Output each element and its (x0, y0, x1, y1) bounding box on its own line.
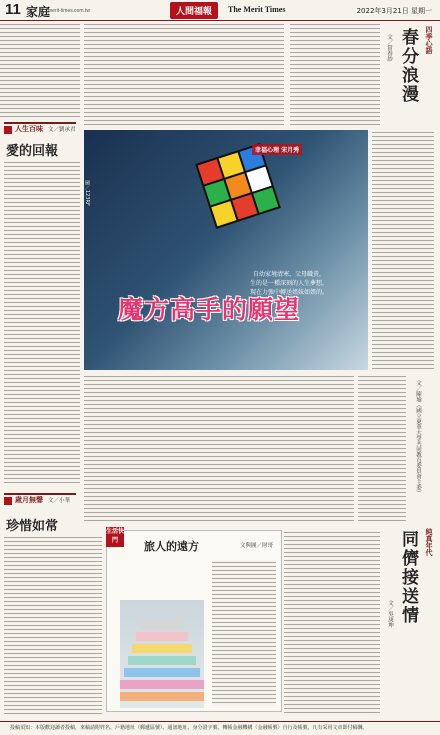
feature-photo (84, 130, 368, 370)
tag-square-icon (4, 126, 12, 134)
page-header (0, 0, 440, 21)
newspaper-logo: 人間福報 (170, 2, 218, 19)
caption-line: 生的是一種深刻的人生夢想， (249, 280, 328, 287)
article-text-block (84, 22, 284, 126)
feature-title: 魔方高手的願望 (118, 295, 301, 324)
article-title: 同儕接送情 (398, 530, 418, 625)
section-tag: 四季心語 (425, 26, 433, 54)
poem-body (212, 560, 276, 706)
article-text-block (0, 22, 80, 118)
section-name: 家庭 (26, 5, 51, 19)
page-number: 11 (5, 1, 21, 18)
article-title: 春分浪漫 (398, 28, 418, 104)
author-byline: 文／小華 (48, 498, 71, 504)
caption-line: 自幼家境清寒，父母職責， (252, 271, 325, 278)
website-url[interactable]: merit-times.com.tw (48, 8, 90, 14)
article-body (284, 530, 380, 715)
author-byline: 文／劉承君 (48, 127, 76, 133)
newspaper-logo-en: The Merit Times (228, 5, 286, 14)
author-byline: 文／吳庚坤 (387, 600, 393, 628)
article-body (372, 130, 434, 370)
photo-credit: 圖／123RF (84, 180, 90, 206)
article-body (4, 160, 80, 485)
article-body (358, 374, 406, 524)
section-tag (4, 122, 76, 138)
article-body (4, 535, 102, 715)
article-title: 愛的回報 (6, 144, 59, 159)
article-title: 珍惜如常 (6, 519, 59, 534)
section-tag (4, 493, 76, 509)
submission-notice: 投稿須知：本版歡迎讀者投稿，來稿請附姓名、戶籍地址（郵遞區號）、通訊地址、身分證字號、轉帳金融機構（金融帳號）自行及帳號，凡有采用文章即付稿酬。 (0, 721, 440, 735)
tag-square-icon (4, 497, 12, 505)
issue-date: 2022年3月21日 星期一 (356, 7, 432, 15)
article-body (290, 22, 380, 126)
rainbow-stairs-photo (120, 600, 204, 708)
section-tag-label: 人生百味 (15, 125, 43, 133)
section-tag-label: 歲月無聲 (15, 496, 43, 504)
rubiks-cube-image (195, 143, 281, 229)
author-byline: 文／賞春紗 (386, 34, 392, 62)
poem-title: 旅人的遠方 (144, 540, 199, 553)
column-badge: 幸福心理 宋月秀 (252, 144, 302, 155)
section-tag: 純真年代 (425, 528, 433, 556)
poem-author: 文與圖／財哥 (240, 543, 274, 549)
article-body (84, 374, 354, 524)
poem-tag: 生活快門 (106, 527, 124, 547)
author-byline: 文／陳瑜（國立東華大學共同教育委員會主委） (415, 380, 421, 496)
caption-line: 現在力強中轉送姐妹如姐的。 (249, 289, 328, 296)
